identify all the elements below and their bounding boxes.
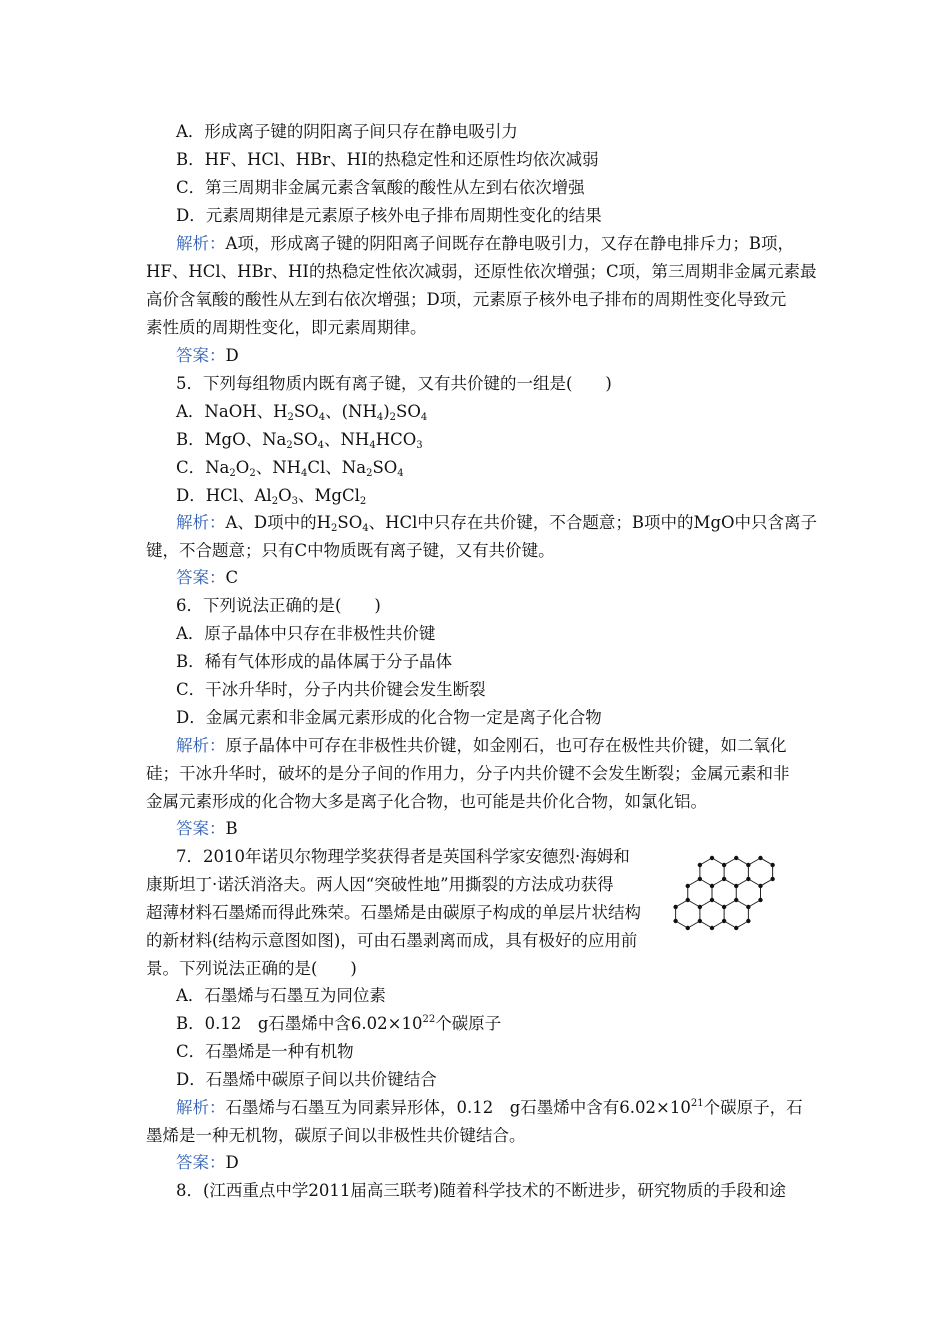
carbon-atom [734,898,738,902]
carbon-atom [758,898,762,902]
carbon-atom [746,905,750,909]
q7-stem-line-4: 的新材料(结构示意图如图)，可由石墨剥离而成，具有极好的应用前 [146,931,638,950]
q6-option-d: D．金属元素和非金属元素形成的化合物一定是离子化合物 [176,708,602,727]
carbon-atom [758,856,762,860]
q4-analysis-line-3: 高价含氧酸的酸性从左到右依次增强；D项，元素原子核外电子排布的周期性变化导致元 [146,290,787,309]
q7-option-b: B．0.12 g石墨烯中含$6.02\times 10^{22}$个碳原子 [176,1014,502,1033]
graphene-structure-icon [670,850,810,950]
q6-stem: 6．下列说法正确的是( ) [176,596,381,615]
carbon-atom [673,905,677,909]
q7-stem-line-1: 7．2010年诺贝尔物理学奖获得者是英国科学家安德烈·海姆和 [176,847,630,866]
q5-option-d: D．HCl、$Al_2O_3$、MgCl$_2$ [176,486,367,507]
q4-option-a: A．形成离子键的阴阳离子间只存在静电吸引力 [176,122,518,141]
carbon-atom [710,884,714,888]
q4-analysis-line-1: 解析：A项，形成离子键的阴阳离子间既存在静电吸引力，又存在静电排斥力；B项， [176,234,795,253]
q4-analysis-line-2: HF、HCl、HBr、HI的热稳定性依次减弱，还原性依次增强；C项，第三周期非金属元素最 [146,262,817,281]
q7-analysis-line-1: 解析：石墨烯与石墨互为同素异形体，0.12 g石墨烯中含有$6.02\times 10^{21}$个碳原子，石 [176,1098,803,1117]
q6-analysis-line-3: 金属元素形成的化合物大多是离子化合物，也可能是共价化合物，如氯化铝。 [146,792,707,811]
q4-option-b: B．HF、HCl、HBr、HI的热稳定性和还原性均依次减弱 [176,150,599,169]
carbon-atom [770,863,774,867]
q5-answer: 答案：C [176,568,239,587]
carbon-atom [710,856,714,860]
q6-option-a: A．原子晶体中只存在非极性共价键 [176,624,436,643]
q7-option-c: C．石墨烯是一种有机物 [176,1042,354,1061]
q5-stem: 5．下列每组物质内既有离子键，又有共价键的一组是( ) [176,374,612,393]
carbon-atom [734,926,738,930]
q6-analysis-line-2: 硅；干冰升华时，破坏的是分子间的作用力，分子内共价键不会发生断裂；金属元素和非 [146,764,790,783]
carbon-atom [770,877,774,881]
q6-answer: 答案：B [176,819,238,838]
carbon-atom [722,905,726,909]
q5-option-b: B．MgO、$Na_2SO_4$、$NH_4HCO_3$ [176,430,423,451]
analysis-label: 解析： [176,513,226,532]
q7-stem-line-3: 超薄材料石墨烯而得此殊荣。石墨烯是由碳原子构成的单层片状结构 [146,903,641,922]
q5-option-a: A．NaOH、$H_2SO_4$、$(NH_4)_2SO_4$ [176,402,428,423]
carbon-atom [698,877,702,881]
q7-answer: 答案：D [176,1153,239,1172]
carbon-atom [698,919,702,923]
q7-option-d: D．石墨烯中碳原子间以共价键结合 [176,1070,437,1089]
q7-stem-line-5: 景。下列说法正确的是( ) [146,959,357,978]
q4-analysis-line-4: 素性质的周期性变化，即元素周期律。 [146,318,427,337]
q4-option-d: D．元素周期律是元素原子核外电子排布周期性变化的结果 [176,206,602,225]
q6-option-c: C．干冰升华时，分子内共价键会发生断裂 [176,680,486,699]
analysis-label: 解析： [176,234,226,253]
q4-answer: 答案：D [176,346,239,365]
carbon-atom [734,884,738,888]
carbon-atom [758,884,762,888]
carbon-atom [722,863,726,867]
carbon-atom [734,856,738,860]
q7-option-a: A．石墨烯与石墨互为同位素 [176,986,386,1005]
carbon-atom [710,926,714,930]
q8-stem: 8．(江西重点中学2011届高三联考)随着科学技术的不断进步，研究物质的手段和途 [176,1181,786,1200]
q5-option-c: C．$Na_2O_2$、$NH_4Cl$、$Na_2SO_4$ [176,458,404,479]
carbon-atom [722,877,726,881]
q5-analysis-line-2: 键，不合题意；只有C中物质既有离子键，又有共价键。 [146,541,555,560]
carbon-atom [710,898,714,902]
q7-stem-line-2: 康斯坦丁·诺沃消洛夫。两人因“突破性地”用撕裂的方法成功获得 [146,875,614,894]
carbon-atom [746,877,750,881]
answer-label: 答案： [176,346,226,365]
carbon-atom [673,919,677,923]
q7-analysis-line-2: 墨烯是一种无机物，碳原子间以非极性共价键结合。 [146,1126,526,1145]
carbon-atom [746,863,750,867]
carbon-atom [698,905,702,909]
carbon-atom [698,863,702,867]
carbon-atom [746,919,750,923]
answer-label: 答案： [176,819,226,838]
q6-analysis-line-1: 解析：原子晶体中可存在非极性共价键，如金刚石，也可存在极性共价键，如二氧化 [176,736,787,755]
carbon-atom [686,884,690,888]
q5-analysis-line-1: 解析：A、D项中的$H_2SO_4$、HCl中只存在共价键，不合题意；B项中的MgO中只含离子 [176,513,818,534]
q6-option-b: B．稀有气体形成的晶体属于分子晶体 [176,652,453,671]
analysis-label: 解析： [176,736,226,755]
answer-label: 答案： [176,568,226,587]
carbon-atom [722,919,726,923]
analysis-label: 解析： [176,1098,226,1117]
answer-label: 答案： [176,1153,226,1172]
carbon-atom [686,898,690,902]
q4-option-c: C．第三周期非金属元素含氧酸的酸性从左到右依次增强 [176,178,585,197]
carbon-atom [686,926,690,930]
